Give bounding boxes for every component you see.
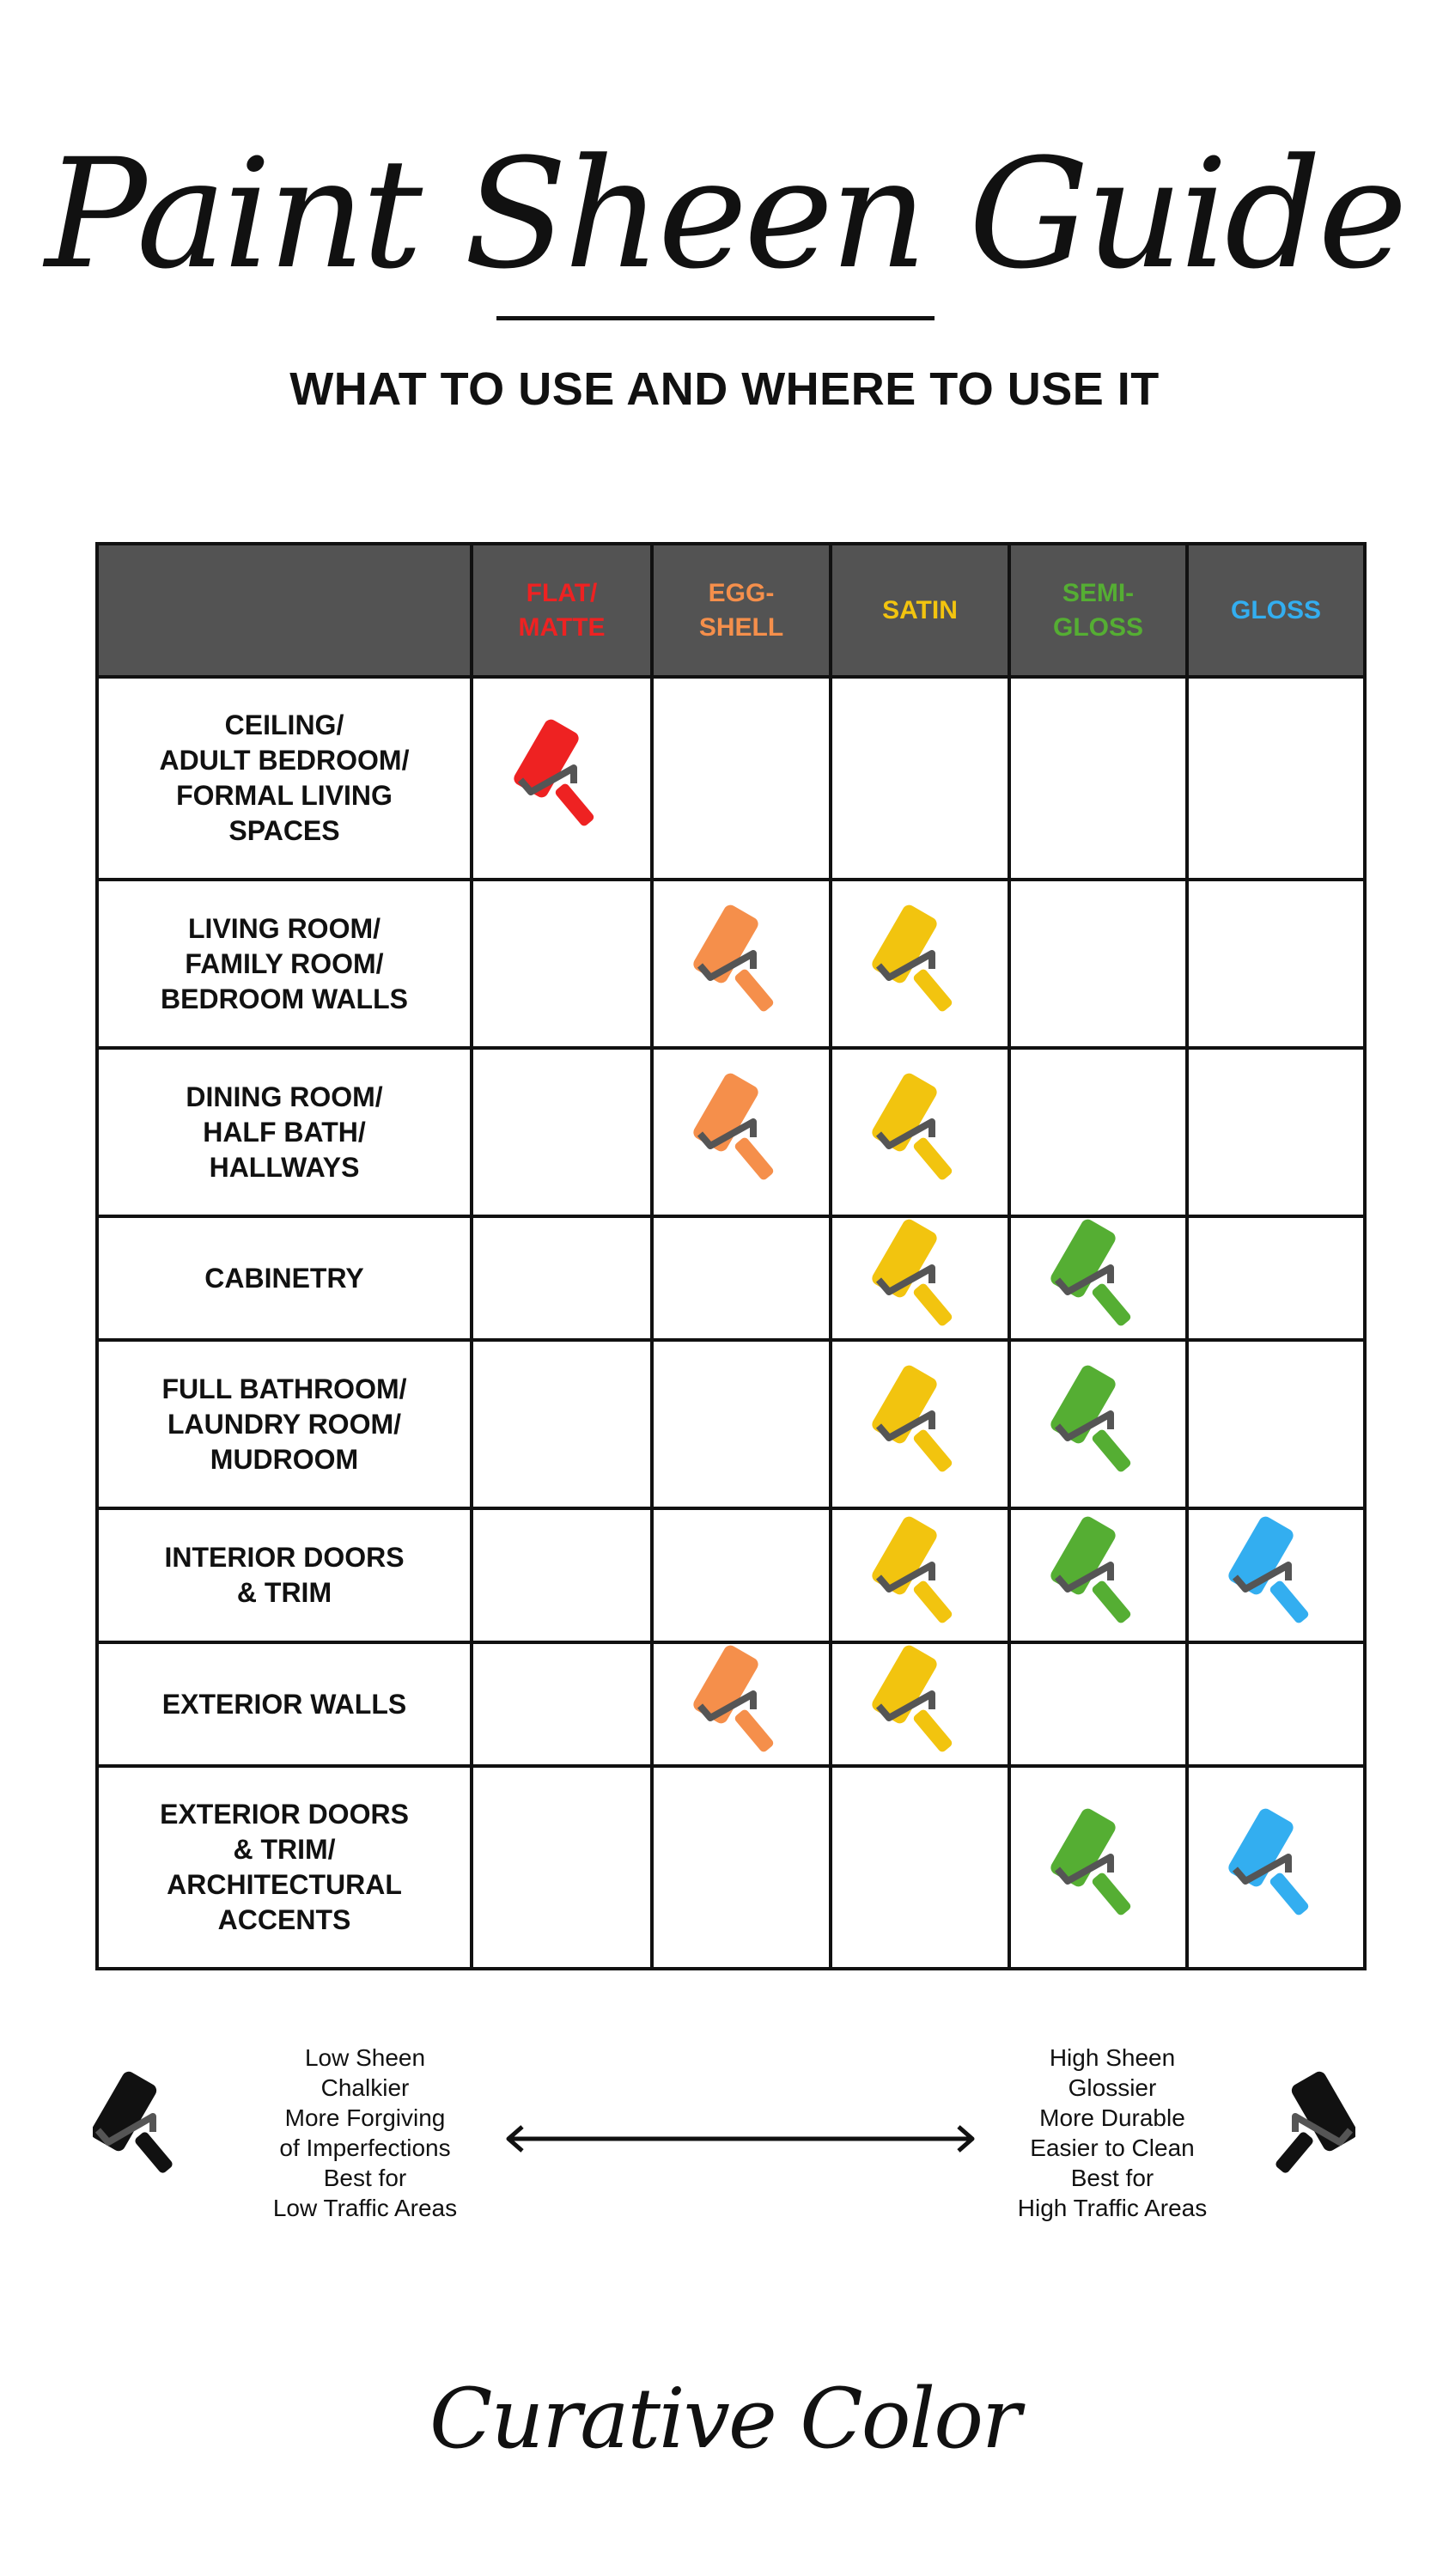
column-header-eggshell bbox=[652, 544, 831, 677]
sheen-cell bbox=[1009, 1048, 1187, 1216]
sheen-cell bbox=[1187, 1642, 1365, 1766]
low-sheen-legend: Low Sheen Chalkier More Forgiving of Imperfections Best for Low Traffic Areas bbox=[272, 2044, 458, 2221]
paint-roller-icon bbox=[681, 1644, 801, 1764]
sheen-cell bbox=[472, 1642, 652, 1766]
sheen-cell bbox=[1009, 677, 1187, 880]
paint-roller-icon bbox=[860, 1644, 980, 1764]
sheen-cell bbox=[652, 1048, 831, 1216]
sheen-cell bbox=[1187, 1766, 1365, 1969]
table-row bbox=[97, 1766, 1365, 1969]
sheen-cell bbox=[1187, 1048, 1365, 1216]
sheen-cell bbox=[1009, 1766, 1187, 1969]
row-label: EXTERIOR WALLS bbox=[97, 1642, 472, 1766]
paint-roller-icon bbox=[860, 1515, 980, 1635]
paint-roller-icon bbox=[1038, 1218, 1159, 1338]
sheen-cell bbox=[1009, 1216, 1187, 1340]
sheen-cell bbox=[831, 1340, 1009, 1508]
table-row bbox=[97, 1216, 1365, 1340]
column-header-satin bbox=[831, 544, 1009, 677]
sheen-table bbox=[95, 542, 1367, 1970]
sheen-cell bbox=[831, 880, 1009, 1048]
sheen-cell bbox=[652, 1508, 831, 1642]
paint-roller-icon bbox=[1216, 1515, 1336, 1635]
sheen-cell bbox=[472, 880, 652, 1048]
page-subtitle: WHAT TO USE AND WHERE TO USE IT bbox=[289, 363, 1160, 415]
table-row bbox=[97, 1508, 1365, 1642]
sheen-cell bbox=[1009, 1642, 1187, 1766]
paint-roller-icon bbox=[1216, 1807, 1336, 1927]
table-row bbox=[97, 1048, 1365, 1216]
high-sheen-legend: High Sheen Glossier More Durable Easier to Clean Best for High Traffic Areas bbox=[1017, 2044, 1208, 2221]
brand-signature: Curative Color bbox=[429, 2371, 1020, 2467]
column-header-gloss bbox=[1187, 544, 1365, 677]
column-header-flat-matte bbox=[472, 544, 652, 677]
table-row bbox=[97, 1340, 1365, 1508]
row-label: INTERIOR DOORS & TRIM bbox=[97, 1508, 472, 1642]
row-label: CEILING/ ADULT BEDROOM/ FORMAL LIVING SPACES bbox=[97, 677, 472, 880]
paint-roller-icon bbox=[860, 904, 980, 1024]
row-label: FULL BATHROOM/ LAUNDRY ROOM/ MUDROOM bbox=[97, 1340, 472, 1508]
column-header-label: SEMI- GLOSS bbox=[1052, 578, 1143, 642]
sheen-cell bbox=[1187, 1216, 1365, 1340]
sheen-cell bbox=[652, 1642, 831, 1766]
table-row bbox=[97, 1642, 1365, 1766]
double-arrow-icon bbox=[502, 2122, 979, 2156]
paint-roller-icon bbox=[860, 1072, 980, 1192]
sheen-cell bbox=[831, 1766, 1009, 1969]
sheen-cell bbox=[831, 1508, 1009, 1642]
sheen-cell bbox=[652, 880, 831, 1048]
sheen-cell bbox=[1009, 1508, 1187, 1642]
paint-roller-icon bbox=[860, 1218, 980, 1338]
sheen-cell bbox=[1009, 880, 1187, 1048]
sheen-cell bbox=[472, 1340, 652, 1508]
paint-roller-icon bbox=[93, 2056, 213, 2177]
row-label: DINING ROOM/ HALF BATH/ HALLWAYS bbox=[97, 1048, 472, 1216]
sheen-cell bbox=[652, 1340, 831, 1508]
column-header-label: EGG- SHELL bbox=[698, 578, 784, 642]
paint-roller-icon bbox=[1038, 1515, 1159, 1635]
paint-roller-icon bbox=[502, 718, 622, 838]
sheen-cell bbox=[472, 1766, 652, 1969]
column-header-label: SATIN bbox=[882, 595, 958, 624]
sheen-cell bbox=[1187, 677, 1365, 880]
paint-roller-icon bbox=[1038, 1364, 1159, 1484]
sheen-cell bbox=[1187, 1340, 1365, 1508]
row-label: LIVING ROOM/ FAMILY ROOM/ BEDROOM WALLS bbox=[97, 880, 472, 1048]
page-title: Paint Sheen Guide bbox=[45, 126, 1404, 302]
paint-roller-icon bbox=[681, 1072, 801, 1192]
table-header-row bbox=[97, 544, 1365, 677]
row-label: EXTERIOR DOORS & TRIM/ ARCHITECTURAL ACCENTS bbox=[97, 1766, 472, 1969]
table-row bbox=[97, 880, 1365, 1048]
sheen-cell bbox=[831, 1642, 1009, 1766]
sheen-cell bbox=[831, 1048, 1009, 1216]
paint-roller-icon bbox=[681, 904, 801, 1024]
sheen-cell bbox=[1187, 1508, 1365, 1642]
paint-roller-icon bbox=[1235, 2056, 1355, 2177]
sheen-cell bbox=[652, 1216, 831, 1340]
sheen-cell bbox=[652, 1766, 831, 1969]
sheen-cell bbox=[472, 1216, 652, 1340]
row-label: CABINETRY bbox=[97, 1216, 472, 1340]
sheen-cell bbox=[652, 677, 831, 880]
table-row bbox=[97, 677, 1365, 880]
sheen-cell bbox=[472, 1508, 652, 1642]
header-corner-cell bbox=[97, 544, 472, 677]
sheen-cell bbox=[472, 1048, 652, 1216]
paint-roller-icon bbox=[860, 1364, 980, 1484]
sheen-cell bbox=[472, 677, 652, 880]
sheen-cell bbox=[1009, 1340, 1187, 1508]
paint-roller-icon bbox=[1038, 1807, 1159, 1927]
sheen-cell bbox=[1187, 880, 1365, 1048]
title-underline bbox=[496, 316, 935, 320]
column-header-label: FLAT/ MATTE bbox=[518, 578, 606, 642]
sheen-cell bbox=[831, 1216, 1009, 1340]
column-header-semi-gloss bbox=[1009, 544, 1187, 677]
column-header-label: GLOSS bbox=[1230, 595, 1321, 624]
sheen-cell bbox=[831, 677, 1009, 880]
